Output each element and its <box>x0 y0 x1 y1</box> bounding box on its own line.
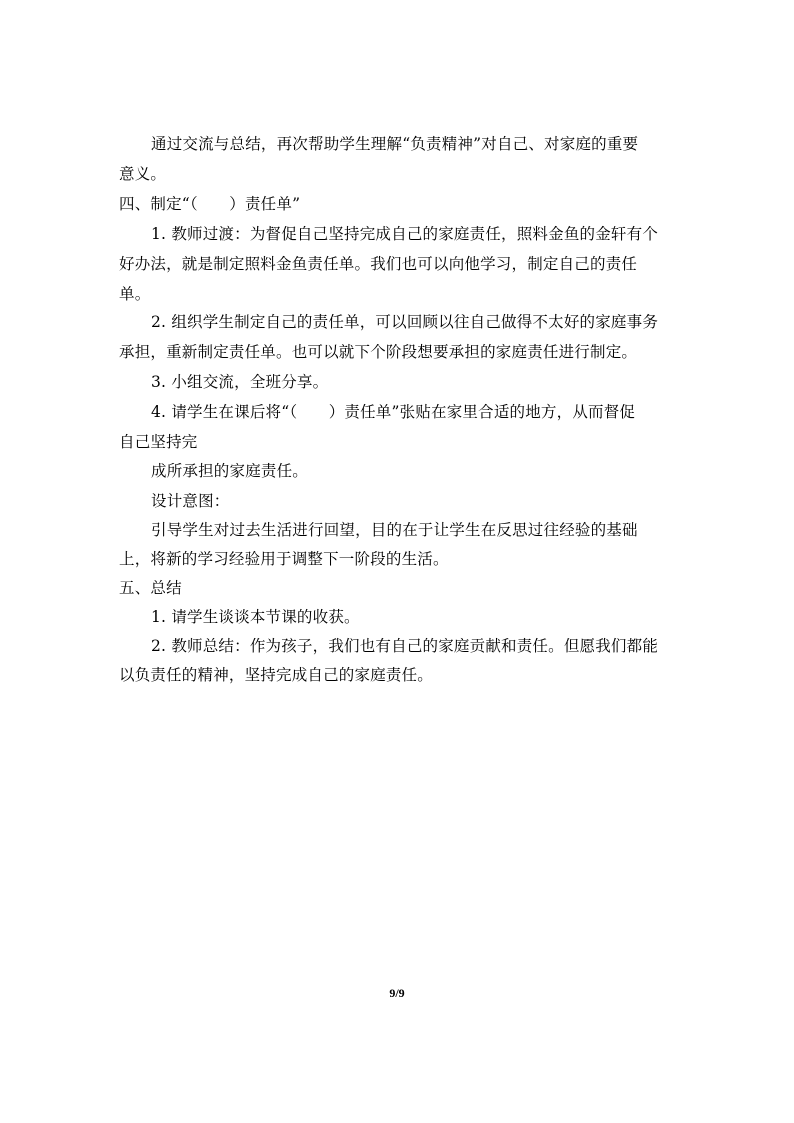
paragraph-line: 1. 教师过渡：为督促自己坚持完成自己的家庭责任，照料金鱼的金轩有个 <box>151 225 659 243</box>
paragraph-line: 单。 <box>119 285 151 303</box>
section-heading: 五、总结 <box>119 579 182 597</box>
paragraph-line: 4. 请学生在课后将“（ ）责任单”张贴在家里合适的地方，从而督促 <box>151 403 636 421</box>
paragraph-line: 承担，重新制定责任单。也可以就下个阶段想要承担的家庭责任进行制定。 <box>119 343 638 361</box>
page-number: 9/9 <box>389 986 405 1000</box>
paragraph-line: 以负责任的精神，坚持完成自己的家庭责任。 <box>119 666 434 684</box>
paragraph-line: 2. 组织学生制定自己的责任单，可以回顾以往自己做得不太好的家庭事务 <box>151 313 659 331</box>
paragraph-line: 好办法，就是制定照料金鱼责任单。我们也可以向他学习，制定自己的责任 <box>119 255 638 273</box>
paragraph-line: 3. 小组交流，全班分享。 <box>151 373 329 391</box>
paragraph-line: 设计意图： <box>151 492 230 510</box>
paragraph-line: 1. 请学生谈谈本节课的收获。 <box>151 608 360 626</box>
paragraph-line: 上，将新的学习经验用于调整下一阶段的生活。 <box>119 550 449 568</box>
paragraph-line: 通过交流与总结，再次帮助学生理解“负责精神”对自己、对家庭的重要 <box>151 135 639 153</box>
paragraph-line: 引导学生对过去生活进行回望，目的在于让学生在反思过往经验的基础 <box>151 521 638 539</box>
paragraph-line: 意义。 <box>119 165 167 183</box>
section-heading: 四、制定“（ ）责任单” <box>119 195 301 213</box>
paragraph-line: 2. 教师总结：作为孩子，我们也有自己的家庭贡献和责任。但愿我们都能 <box>151 637 659 655</box>
paragraph-line: 成所承担的家庭责任。 <box>151 462 309 480</box>
paragraph-line: 自己坚持完 <box>119 433 198 451</box>
